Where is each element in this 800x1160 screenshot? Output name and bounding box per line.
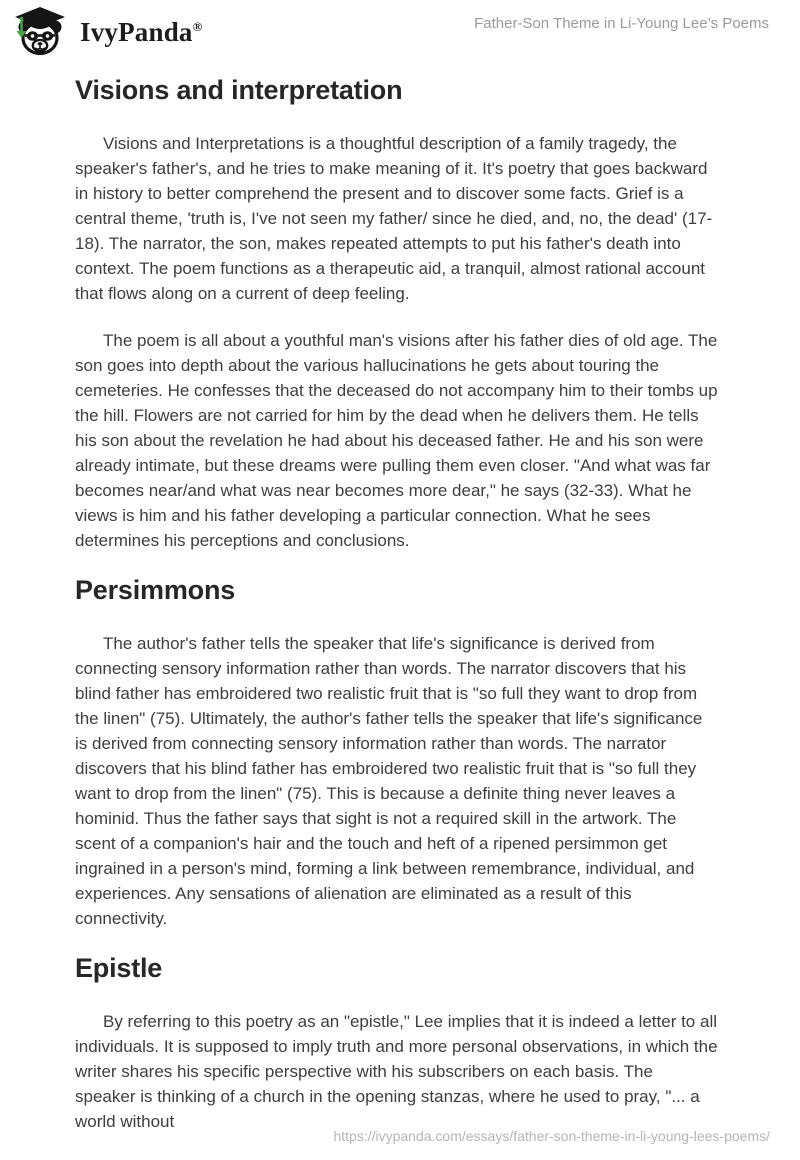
section-heading-epistle: Epistle (75, 953, 163, 983)
essay-content (75, 62, 718, 1156)
document-title: Father-Son Theme in Li-Young Lee’s Poems (474, 15, 769, 32)
paragraph-visions-1: Visions and Interpretations is a thoughtful description of a family tragedy, the speaker's father's, and he tries to make meaning of it. It's poetry that goes backward in history to better comprehend the present and to discover some facts. Grief is a central theme, 'truth is, I've not seen my father/ since he died, and, no, the dead' (17-18). The narrator, the son, makes repeated attempts to put his father's death into context. The poem functions as a therapeutic aid, a tranquil, almost rational account that flows along on a current of deep feeling. (75, 134, 713, 303)
paragraph-visions-2: The poem is all about a youthful man's visions after his father dies of old age. The son goes into depth about the various hallucinations he gets about touring the cemeteries. He confesses that the deceased do not accompany him to their tombs up the hill. Flowers are not carried for him by the dead when he delivers them. He tells his son about the revelation he had about his deceased father. He and his son were already intimate, but these dreams were pulling them even closer. "And what was far becomes near/and what was near becomes more dear," he says (32-33). What he views is him and his father developing a particular connection. What he sees determines his perceptions and conclusions. (75, 331, 718, 550)
paragraph-epistle-1: By referring to this poetry as an "epistle," Lee implies that it is indeed a letter to all individuals. It is supposed to imply truth and more personal observations, in which the writer shares his specific perspective with his subscribers on each basis. The speaker is thinking of a church in the opening stanzas, where he used to pray, "... a world without (75, 1012, 718, 1131)
page-header (0, 0, 800, 62)
paragraph-persimmons-1: The author's father tells the speaker that life's significance is derived from connecting sensory information rather than words. The narrator discovers that his blind father has embroidered two realistic fruit that is "so full they want to drop from the linen" (75). Ultimately, the author's father tells the speaker that life's significance is derived from connecting sensory information rather than words. The narrator discovers that his blind father has embroidered two realistic fruit that is "so full they want to drop from the linen" (75). This is because a definite thing never leaves a hominid. Thus the father says that sight is not a required skill in the artwork. The scent of a companion's hair and the touch and heft of a ripened persimmon get ingrained in a person's mind, forming a link between remembrance, individual, and experiences. Any sensations of alienation are eliminated as a result of this connectivity. (75, 634, 703, 928)
source-url-link[interactable]: https://ivypanda.com/essays/father-son-theme-in-li-young-lees-poems/ (333, 1128, 770, 1144)
registered-trademark-mark: ® (192, 19, 203, 34)
section-heading-persimmons: Persimmons (75, 575, 236, 605)
ivypanda-panda-logo-icon (13, 6, 67, 58)
brand-name (80, 17, 203, 48)
brand-text: IvyPanda (80, 17, 193, 47)
section-heading-visions-and-interpretation: Visions and interpretation (75, 75, 403, 105)
